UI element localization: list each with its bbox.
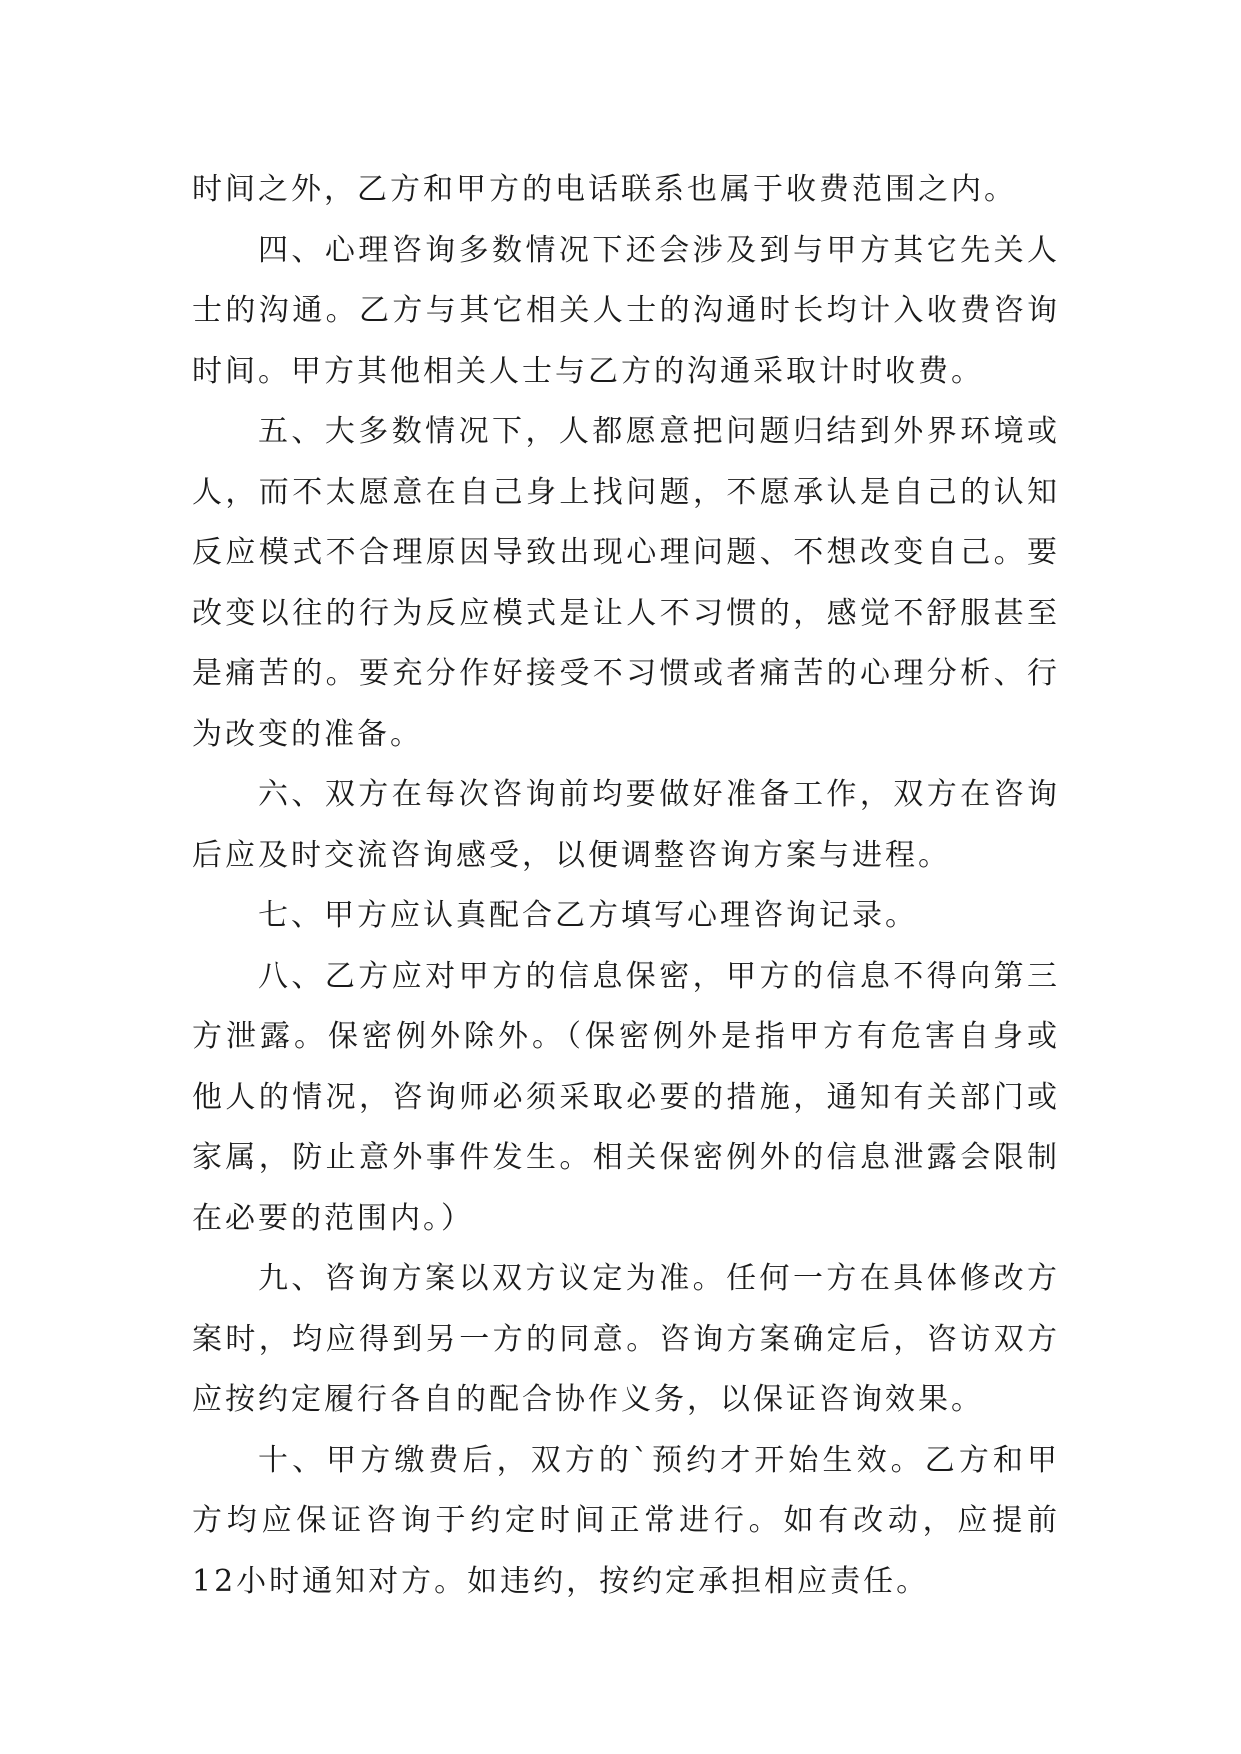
paragraph-clause-7: 七、甲方应认真配合乙方填写心理咨询记录。 bbox=[258, 898, 918, 933]
paragraph-clause-10: 十、甲方缴费后，双方的`预约才开始生效。乙方和甲方均应保证咨询于约定时间正常进行。如有改动，应提前12小时通知对方。如违约，按约定承担相应责任。 bbox=[192, 1442, 1060, 1599]
paragraph-continuation: 时间之外，乙方和甲方的电话联系也属于收费范围之内。 bbox=[192, 172, 1017, 207]
paragraph-clause-5: 五、大多数情况下，人都愿意把问题归结到外界环境或人，而不太愿意在自己身上找问题，不愿承认是自己的认知反应模式不合理原因导致出现心理问题、不想改变自己。要改变以往的行为反应模式是让人不习惯的，感觉不舒服甚至是痛苦的。要充分作好接受不习惯或者痛苦的心理分析、行为改变的准备。 bbox=[192, 414, 1060, 752]
paragraph-clause-4: 四、心理咨询多数情况下还会涉及到与甲方其它先关人士的沟通。乙方与其它相关人士的沟通时长均计入收费咨询时间。甲方其他相关人士与乙方的沟通采取计时收费。 bbox=[192, 232, 1060, 389]
paragraph-clause-6: 六、双方在每次咨询前均要做好准备工作，双方在咨询后应及时交流咨询感受，以便调整咨询方案与进程。 bbox=[192, 777, 1060, 873]
paragraph-clause-8: 八、乙方应对甲方的信息保密，甲方的信息不得向第三方泄露。保密例外除外。（保密例外是指甲方有危害自身或他人的情况，咨询师必须采取必要的措施，通知有关部门或家属，防止意外事件发生。相关保密例外的信息泄露会限制在必要的范围内。） bbox=[192, 958, 1060, 1236]
document-body bbox=[192, 160, 1060, 1612]
paragraph-clause-9: 九、咨询方案以双方议定为准。任何一方在具体修改方案时，均应得到另一方的同意。咨询方案确定后，咨访双方应按约定履行各自的配合协作义务，以保证咨询效果。 bbox=[192, 1261, 1060, 1417]
